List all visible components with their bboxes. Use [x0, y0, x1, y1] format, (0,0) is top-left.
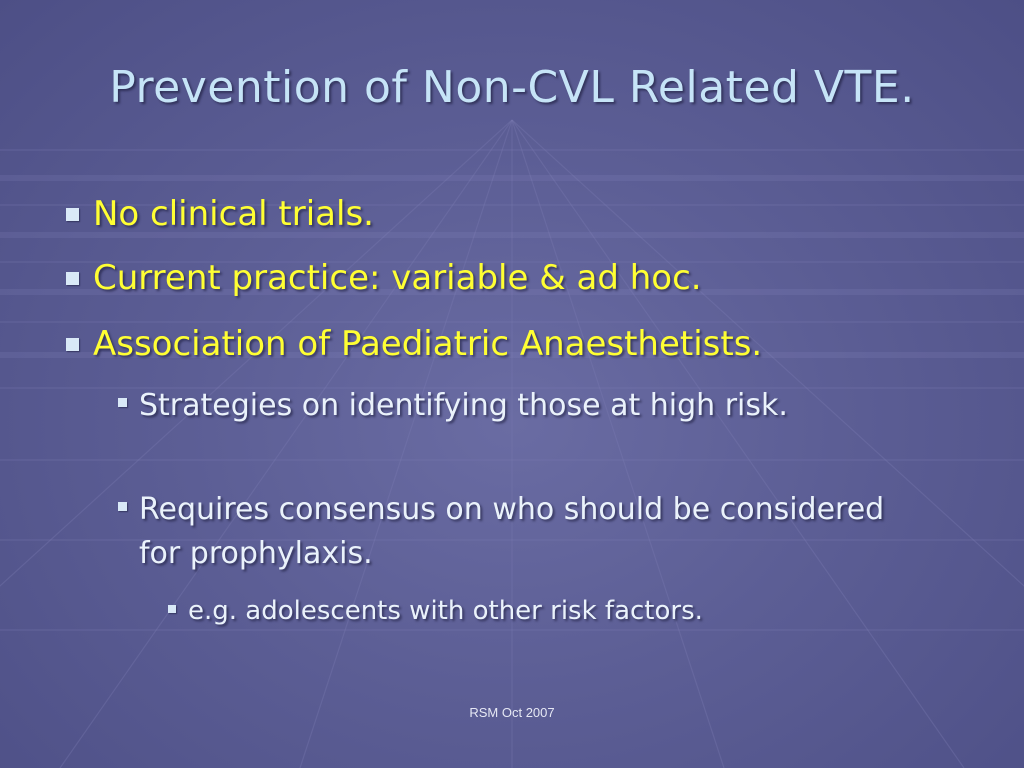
bullet-text: No clinical trials.: [93, 194, 374, 234]
square-bullet-icon: [118, 502, 127, 511]
bullet-item: [66, 256, 702, 300]
square-bullet-icon: [66, 272, 79, 285]
bullet-item: [66, 322, 762, 366]
slide-footer: RSM Oct 2007: [469, 705, 555, 720]
square-bullet-icon: [118, 398, 127, 407]
sub-bullet-item: [118, 384, 888, 428]
bullet-item: [66, 192, 374, 236]
sub-bullet-text: Requires consensus on who should be considered for prophylaxis.: [139, 492, 885, 571]
sub-sub-bullet-item: [168, 593, 703, 629]
sub-bullet-item: [118, 488, 888, 576]
square-bullet-icon: [168, 605, 176, 613]
square-bullet-icon: [66, 208, 79, 221]
bullet-text: Current practice: variable & ad hoc.: [93, 258, 702, 298]
square-bullet-icon: [66, 338, 79, 351]
bullet-text: Association of Paediatric Anaesthetists.: [93, 324, 763, 364]
slide-title: Prevention of Non-CVL Related VTE.: [109, 62, 915, 113]
sub-sub-bullet-text: e.g. adolescents with other risk factors.: [188, 596, 703, 626]
sub-bullet-text: Strategies on identifying those at high risk.: [139, 388, 788, 423]
